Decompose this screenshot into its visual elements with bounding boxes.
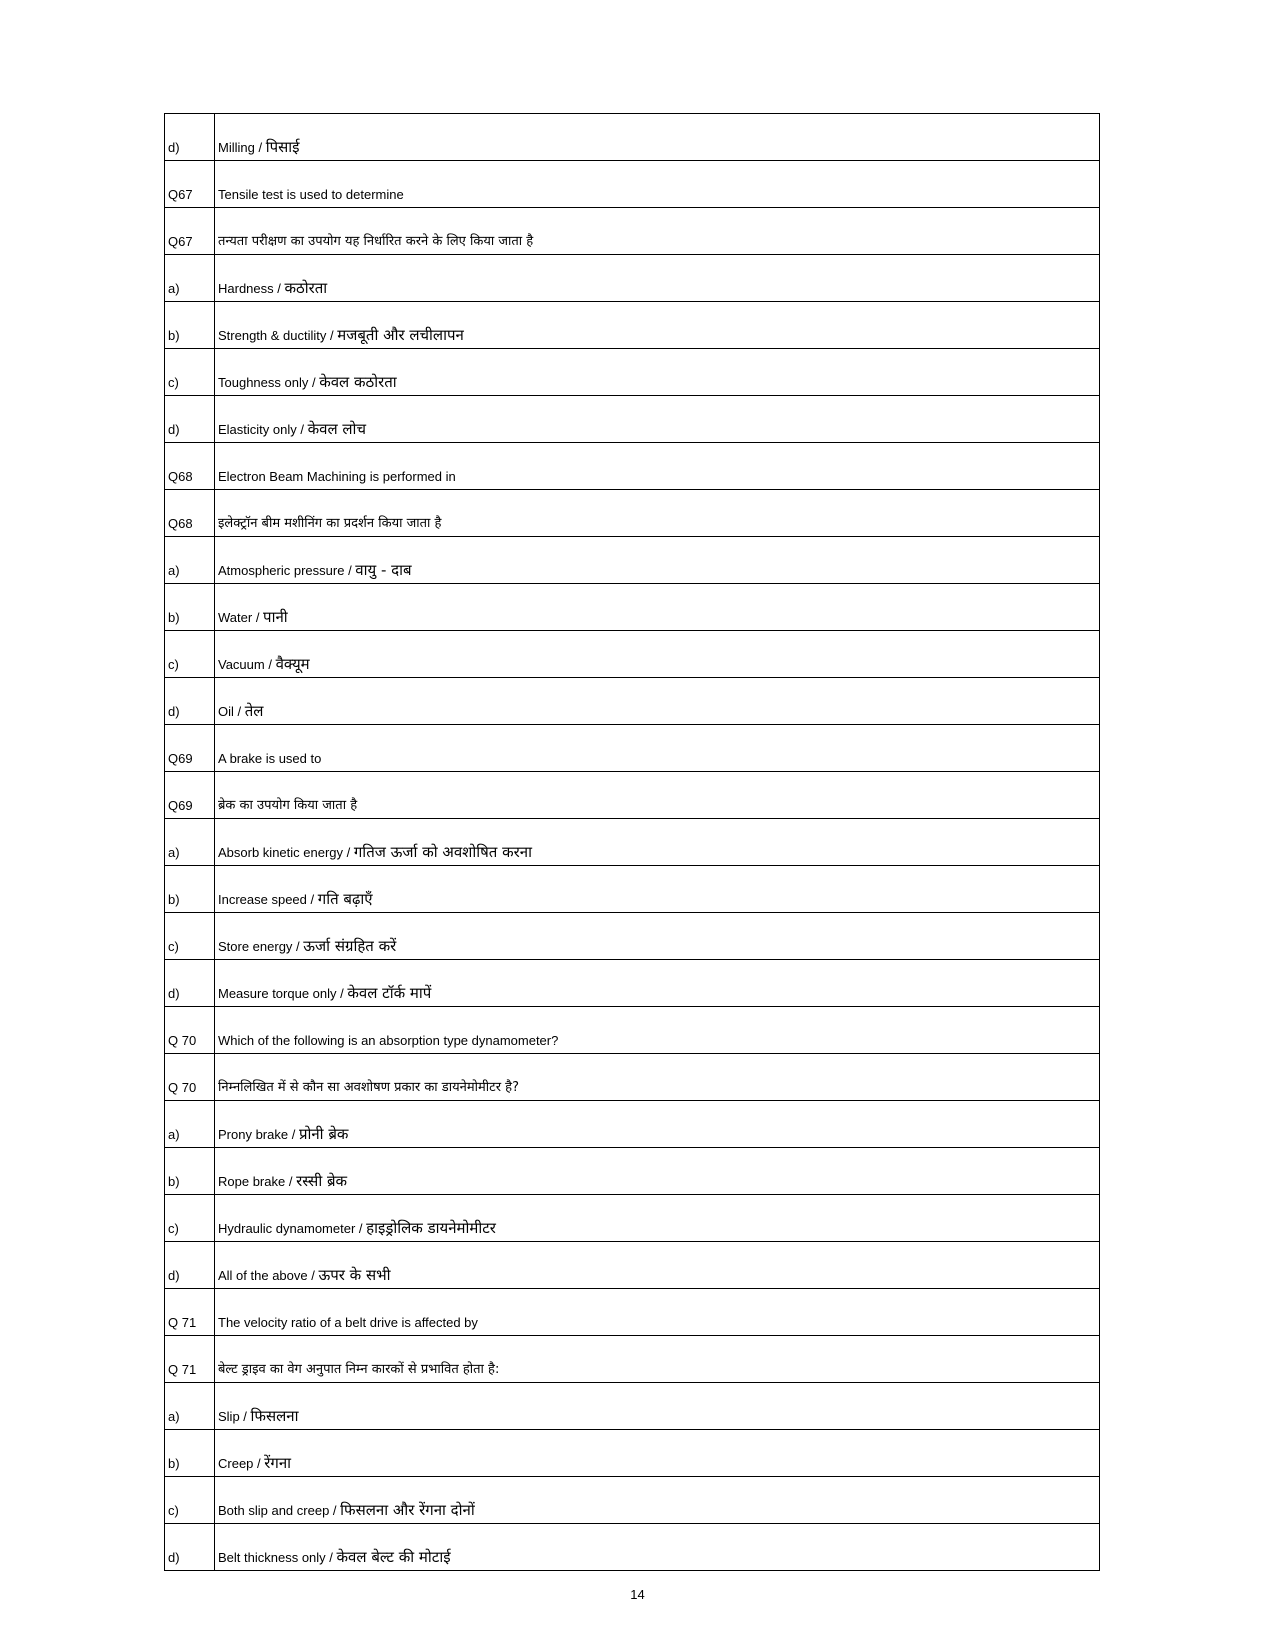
question-label-cell: Q67 bbox=[165, 161, 215, 208]
language-separator: / bbox=[264, 657, 276, 672]
table-row bbox=[165, 1242, 1100, 1289]
question-text-cell bbox=[215, 1383, 1100, 1430]
english-text: Vacuum bbox=[218, 657, 265, 672]
question-text-cell bbox=[215, 960, 1100, 1007]
question-text-cell bbox=[215, 349, 1100, 396]
question-text-cell bbox=[215, 490, 1100, 537]
english-text: Slip bbox=[218, 1409, 240, 1424]
question-text-cell bbox=[215, 1054, 1100, 1101]
question-text-cell bbox=[215, 537, 1100, 584]
language-separator: / bbox=[355, 1221, 367, 1236]
table-row bbox=[165, 631, 1100, 678]
table-row bbox=[165, 913, 1100, 960]
language-separator: / bbox=[296, 422, 308, 437]
question-text-cell bbox=[215, 1289, 1100, 1336]
english-text: Creep bbox=[218, 1456, 254, 1471]
table-row bbox=[165, 1383, 1100, 1430]
table-row bbox=[165, 396, 1100, 443]
question-text-cell bbox=[215, 1101, 1100, 1148]
question-label-cell: a) bbox=[165, 819, 215, 866]
question-label-cell: d) bbox=[165, 678, 215, 725]
hindi-text: केवल टॉर्क मापें bbox=[347, 984, 432, 1002]
hindi-text: ऊर्जा संग्रहित करें bbox=[303, 937, 397, 955]
question-label-cell: c) bbox=[165, 1477, 215, 1524]
question-label-cell: b) bbox=[165, 1148, 215, 1195]
question-label-cell: Q 70 bbox=[165, 1007, 215, 1054]
language-separator: / bbox=[344, 563, 356, 578]
question-label-cell: Q69 bbox=[165, 725, 215, 772]
question-text-cell bbox=[215, 443, 1100, 490]
question-label-cell: d) bbox=[165, 114, 215, 161]
hindi-text: केवल बेल्ट की मोटाई bbox=[336, 1548, 451, 1566]
english-text: Increase speed bbox=[218, 892, 307, 907]
question-text-cell bbox=[215, 866, 1100, 913]
question-text-cell bbox=[215, 819, 1100, 866]
english-text: Hydraulic dynamometer bbox=[218, 1221, 356, 1236]
table-row bbox=[165, 1336, 1100, 1383]
table-row bbox=[165, 1148, 1100, 1195]
question-text-cell bbox=[215, 772, 1100, 819]
question-label-cell: a) bbox=[165, 537, 215, 584]
english-text: Atmospheric pressure bbox=[218, 563, 345, 578]
language-separator: / bbox=[307, 1268, 319, 1283]
hindi-text: तेल bbox=[244, 702, 264, 720]
language-separator: / bbox=[254, 140, 266, 155]
question-label-cell: Q68 bbox=[165, 443, 215, 490]
language-separator: / bbox=[326, 328, 338, 343]
language-separator: / bbox=[288, 1127, 299, 1142]
hindi-text: फिसलना और रेंगना दोनों bbox=[340, 1501, 475, 1519]
table-row bbox=[165, 960, 1100, 1007]
question-table-body bbox=[165, 114, 1100, 1571]
table-row bbox=[165, 1101, 1100, 1148]
english-text: Which of the following is an absorption type dynamometer? bbox=[218, 1033, 559, 1048]
english-text: Absorb kinetic energy bbox=[218, 845, 344, 860]
question-label-cell: d) bbox=[165, 1524, 215, 1571]
hindi-text: बेल्ट ड्राइव का वेग अनुपात निम्न कारकों से प्रभावित होता है: bbox=[218, 1362, 500, 1377]
hindi-text: वैक्यूम bbox=[275, 655, 310, 673]
hindi-text: केवल कठोरता bbox=[319, 373, 397, 391]
hindi-text: तन्यता परीक्षण का उपयोग यह निर्धारित करने के लिए किया जाता है bbox=[218, 234, 534, 249]
question-label-cell: Q 70 bbox=[165, 1054, 215, 1101]
english-text: Electron Beam Machining is performed in bbox=[218, 469, 456, 484]
question-text-cell bbox=[215, 161, 1100, 208]
english-text: Both slip and creep bbox=[218, 1503, 330, 1518]
question-text-cell bbox=[215, 1007, 1100, 1054]
hindi-text: पिसाई bbox=[265, 138, 300, 156]
language-separator: / bbox=[343, 845, 354, 860]
english-text: All of the above bbox=[218, 1268, 308, 1283]
table-row bbox=[165, 1195, 1100, 1242]
english-text: Prony brake bbox=[218, 1127, 289, 1142]
language-separator: / bbox=[308, 375, 320, 390]
question-text-cell bbox=[215, 913, 1100, 960]
language-separator: / bbox=[306, 892, 318, 907]
hindi-text: रस्सी ब्रेक bbox=[296, 1172, 348, 1190]
hindi-text: गतिज ऊर्जा को अवशोषित करना bbox=[353, 843, 532, 861]
language-separator: / bbox=[233, 704, 245, 719]
hindi-text: केवल लोच bbox=[307, 420, 366, 438]
hindi-text: हाइड्रोलिक डायनेमोमीटर bbox=[366, 1219, 496, 1237]
language-separator: / bbox=[239, 1409, 251, 1424]
question-label-cell: b) bbox=[165, 302, 215, 349]
table-row bbox=[165, 1477, 1100, 1524]
question-text-cell bbox=[215, 208, 1100, 255]
question-text-cell bbox=[215, 678, 1100, 725]
question-label-cell: d) bbox=[165, 396, 215, 443]
hindi-text: ऊपर के सभी bbox=[318, 1266, 391, 1284]
hindi-text: इलेक्ट्रॉन बीम मशीनिंग का प्रदर्शन किया जाता है bbox=[218, 516, 442, 531]
language-separator: / bbox=[252, 610, 264, 625]
table-row bbox=[165, 819, 1100, 866]
question-label-cell: c) bbox=[165, 913, 215, 960]
table-row bbox=[165, 537, 1100, 584]
table-row bbox=[165, 584, 1100, 631]
language-separator: / bbox=[325, 1550, 337, 1565]
table-row bbox=[165, 255, 1100, 302]
table-row bbox=[165, 1007, 1100, 1054]
table-row bbox=[165, 114, 1100, 161]
question-label-cell: b) bbox=[165, 1430, 215, 1477]
table-row bbox=[165, 1430, 1100, 1477]
hindi-text: गति बढ़ाएँ bbox=[317, 890, 373, 908]
question-label-cell: a) bbox=[165, 1383, 215, 1430]
english-text: Water bbox=[218, 610, 253, 625]
question-label-cell: a) bbox=[165, 255, 215, 302]
question-text-cell bbox=[215, 584, 1100, 631]
english-text: Oil bbox=[218, 704, 234, 719]
table-row bbox=[165, 302, 1100, 349]
question-label-cell: Q67 bbox=[165, 208, 215, 255]
question-table bbox=[164, 113, 1100, 1571]
english-text: A brake is used to bbox=[218, 751, 322, 766]
hindi-text: पानी bbox=[263, 608, 288, 626]
question-text-cell bbox=[215, 1148, 1100, 1195]
english-text: Elasticity only bbox=[218, 422, 297, 437]
question-label-cell: d) bbox=[165, 1242, 215, 1289]
question-text-cell bbox=[215, 114, 1100, 161]
question-label-cell: Q 71 bbox=[165, 1289, 215, 1336]
language-separator: / bbox=[336, 986, 348, 1001]
english-text: Rope brake bbox=[218, 1174, 286, 1189]
question-label-cell: b) bbox=[165, 866, 215, 913]
question-label-cell: Q69 bbox=[165, 772, 215, 819]
question-text-cell bbox=[215, 1477, 1100, 1524]
english-text: Hardness bbox=[218, 281, 274, 296]
english-text: Measure torque only bbox=[218, 986, 337, 1001]
table-row bbox=[165, 1054, 1100, 1101]
question-label-cell: b) bbox=[165, 584, 215, 631]
question-label-cell: c) bbox=[165, 349, 215, 396]
table-row bbox=[165, 772, 1100, 819]
english-text: Store energy bbox=[218, 939, 293, 954]
question-label-cell: Q68 bbox=[165, 490, 215, 537]
language-separator: / bbox=[285, 1174, 297, 1189]
table-row bbox=[165, 349, 1100, 396]
english-text: Milling bbox=[218, 140, 255, 155]
language-separator: / bbox=[253, 1456, 265, 1471]
question-text-cell bbox=[215, 1524, 1100, 1571]
english-text: Tensile test is used to determine bbox=[218, 187, 404, 202]
question-text-cell bbox=[215, 302, 1100, 349]
question-text-cell bbox=[215, 1242, 1100, 1289]
table-row bbox=[165, 443, 1100, 490]
hindi-text: निम्नलिखित में से कौन सा अवशोषण प्रकार का डायनेमोमीटर है? bbox=[218, 1080, 519, 1095]
table-row bbox=[165, 678, 1100, 725]
question-text-cell bbox=[215, 725, 1100, 772]
table-row bbox=[165, 866, 1100, 913]
english-text: Toughness only bbox=[218, 375, 309, 390]
table-row bbox=[165, 1289, 1100, 1336]
language-separator: / bbox=[292, 939, 304, 954]
hindi-text: फिसलना bbox=[250, 1407, 299, 1425]
hindi-text: रेंगना bbox=[264, 1454, 292, 1472]
hindi-text: वायु - दाब bbox=[355, 561, 412, 579]
hindi-text: प्रोनी ब्रेक bbox=[298, 1125, 349, 1143]
question-text-cell bbox=[215, 1336, 1100, 1383]
hindi-text: ब्रेक का उपयोग किया जाता है bbox=[218, 798, 358, 813]
question-label-cell: Q 71 bbox=[165, 1336, 215, 1383]
english-text: Strength & ductility bbox=[218, 328, 327, 343]
language-separator: / bbox=[273, 281, 285, 296]
table-row bbox=[165, 1524, 1100, 1571]
question-text-cell bbox=[215, 1430, 1100, 1477]
question-label-cell: c) bbox=[165, 631, 215, 678]
question-text-cell bbox=[215, 396, 1100, 443]
question-text-cell bbox=[215, 255, 1100, 302]
english-text: The velocity ratio of a belt drive is affected by bbox=[218, 1315, 478, 1330]
table-row bbox=[165, 161, 1100, 208]
english-text: Belt thickness only bbox=[218, 1550, 326, 1565]
hindi-text: मजबूती और लचीलापन bbox=[337, 326, 464, 344]
question-label-cell: c) bbox=[165, 1195, 215, 1242]
question-text-cell bbox=[215, 631, 1100, 678]
table-row bbox=[165, 725, 1100, 772]
table-row bbox=[165, 490, 1100, 537]
language-separator: / bbox=[329, 1503, 341, 1518]
question-label-cell: a) bbox=[165, 1101, 215, 1148]
question-label-cell: d) bbox=[165, 960, 215, 1007]
table-row bbox=[165, 208, 1100, 255]
page-number: 14 bbox=[630, 1587, 645, 1602]
hindi-text: कठोरता bbox=[284, 279, 328, 297]
question-text-cell bbox=[215, 1195, 1100, 1242]
